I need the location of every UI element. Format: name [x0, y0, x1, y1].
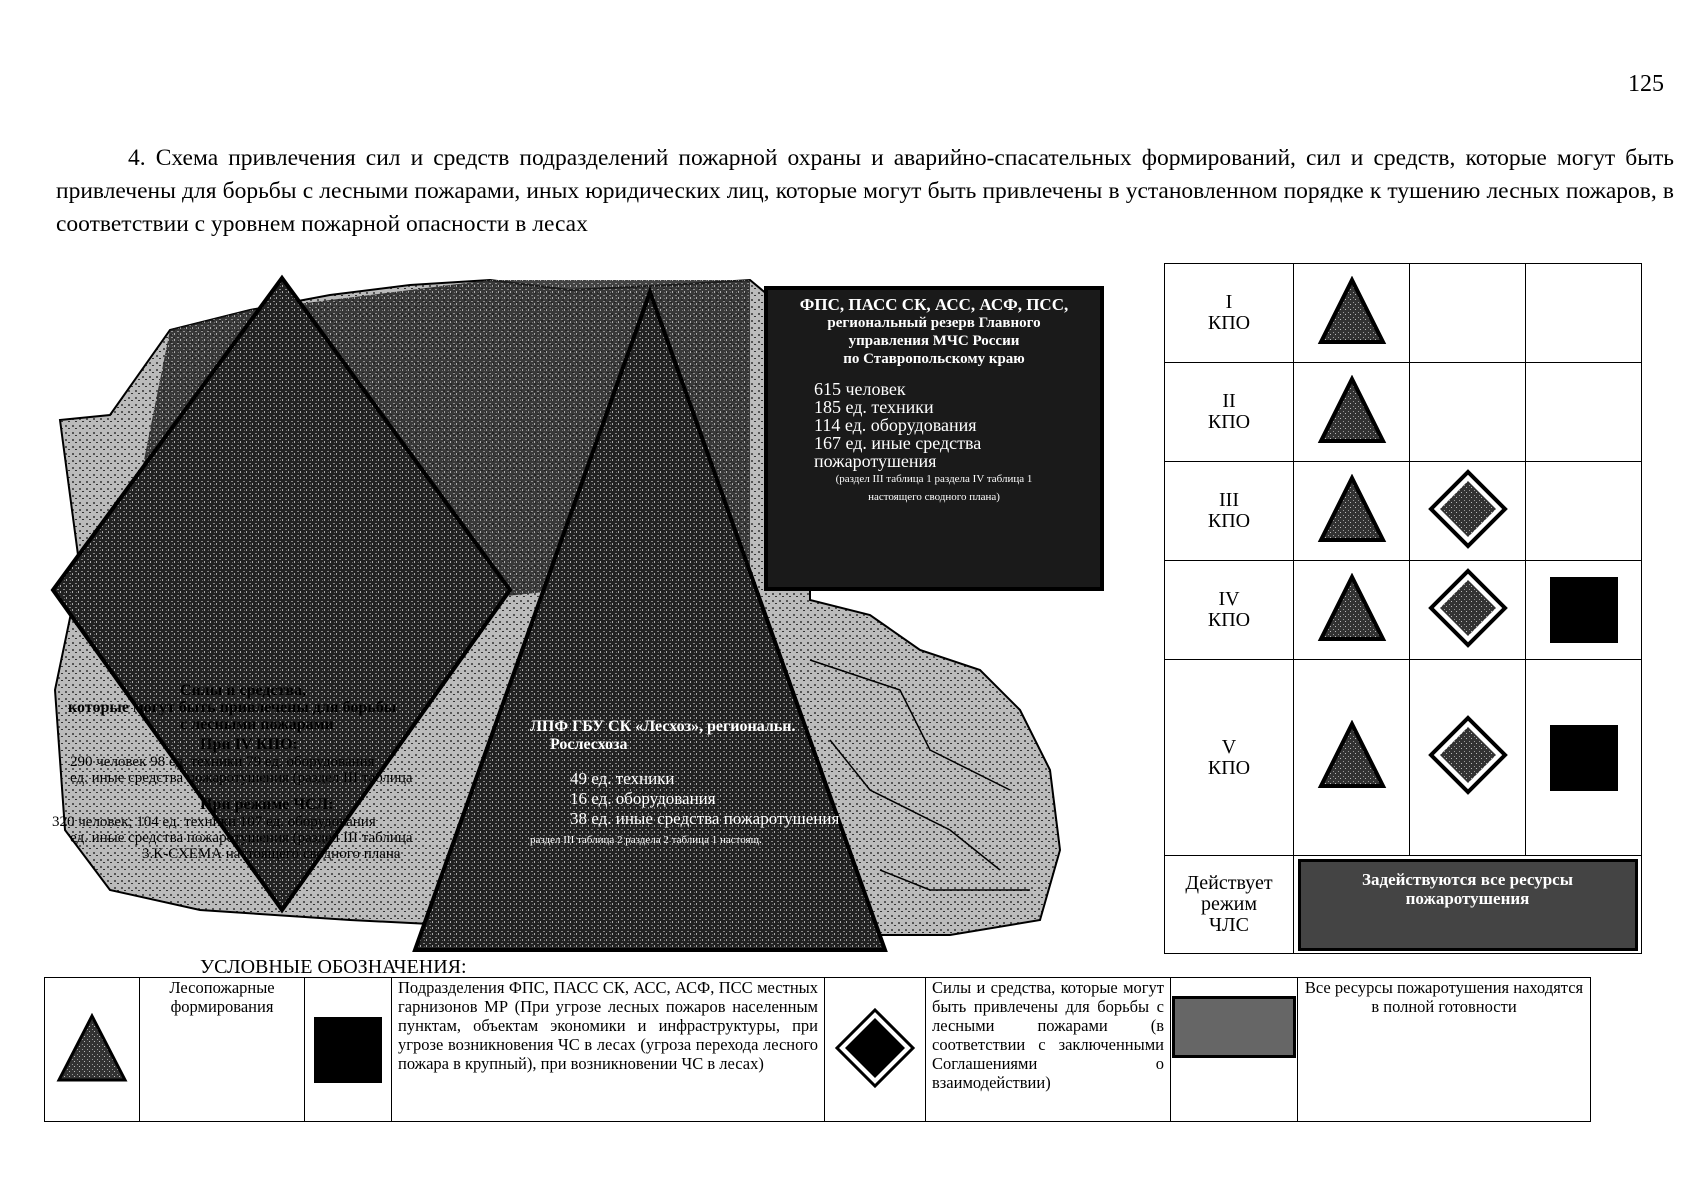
- legend-text-3: Силы и средства, которые могут быть привлечены для борьбы с лесными пожарами (в соответствии с заключенными Соглашениями о взаимодействии): [926, 978, 1171, 1122]
- hq-small-1: (раздел III таблица 1 раздела IV таблица 1: [835, 473, 1033, 485]
- kpo-level: I: [1225, 291, 1233, 313]
- hq-line-2: 185 ед. техники: [814, 397, 934, 417]
- square-icon: [1550, 725, 1618, 791]
- hq-sub-2: управления МЧС России: [848, 333, 1020, 349]
- grey-rect-icon: [1172, 996, 1296, 1058]
- left-chs-heading: При режиме ЧСЛ:: [200, 796, 334, 813]
- kpo-table: [1164, 263, 1642, 954]
- legend-triangle-cell: [45, 978, 140, 1122]
- left-chs-text-3: 3.К-СХЕМА настоящего сводного плана: [142, 846, 401, 862]
- square-icon: [1550, 577, 1618, 643]
- legend-text-1: Лесопожарные формирования: [140, 978, 305, 1122]
- chs-label-2: режим: [1200, 893, 1258, 915]
- left-title-2: которые могут быть привлечены для борьбы: [68, 699, 397, 716]
- square-icon: [314, 1017, 382, 1083]
- diamond-icon: [1428, 469, 1508, 549]
- kpo-abbr: КПО: [1207, 609, 1251, 631]
- diamond-icon: [834, 1007, 916, 1089]
- page-number: 125: [1628, 71, 1664, 97]
- chs-label-3: ЧЛС: [1209, 914, 1249, 936]
- kpo-level: V: [1221, 735, 1237, 758]
- kpo-abbr: КПО: [1207, 510, 1251, 532]
- kpo-level: III: [1219, 489, 1239, 511]
- hq-line-5: пожаротушения: [814, 451, 937, 471]
- legend-text-2: Подразделения ФПС, ПАСС СК, АСС, АСФ, ПСС местных гарнизонов МР (При угрозе лесных пожаров населенным пунктам, объектам экономики и инфраструктуры, при угрозе возникновения ЧС в лесах (угроза перехода лесного пожара в крупный), при возникновении ЧС в лесах): [392, 978, 825, 1122]
- diamond-icon: [1428, 715, 1508, 795]
- right-title: ЛПФ ГБУ СК «Лесхоз», региональн.: [530, 718, 796, 735]
- kpo-abbr: КПО: [1207, 756, 1251, 779]
- right-sub: Рослесхоза: [550, 736, 628, 753]
- all-resources-box: Задействуются все ресурсы пожаротушения: [1298, 859, 1638, 951]
- legend-square-cell: [305, 978, 392, 1122]
- triangle-icon: [1317, 276, 1387, 346]
- chs-label-1: Действует: [1185, 872, 1273, 894]
- page-heading: 4. Схема привлечения сил и средств подразделений пожарной охраны и аварийно-спасательных формирований, сил и средств, которые могут быть привлечены для борьбы с лесными пожарами, иных юридических лиц, которые могут быть привлечены в установленном порядке к тушению лесных пожаров, в соответствии с уровнем пожарной опасности в лесах: [56, 145, 1674, 237]
- legend-diamond-cell: [825, 978, 926, 1122]
- left-kpo-heading: При IV КПО:: [200, 736, 298, 753]
- kpo-row-1: [1165, 264, 1642, 363]
- triangle-icon: [1317, 720, 1387, 790]
- hq-sub-3: по Ставропольскому краю: [843, 351, 1025, 367]
- hq-line-1: 615 человек: [814, 379, 906, 399]
- legend-grey-rect-cell: [1171, 978, 1298, 1122]
- hq-line-3: 114 ед. оборудования: [814, 415, 977, 435]
- kpo-row-2: [1165, 363, 1642, 462]
- right-line-2: 16 ед. оборудования: [570, 789, 716, 808]
- kpo-level: IV: [1218, 588, 1240, 610]
- right-line-4: раздел III таблица 2 раздела 2 таблица 1 настоящ.: [530, 834, 762, 846]
- right-line-3: 38 ед. иные средства пожаротушения: [570, 809, 840, 828]
- left-title-3: с лесными пожарами: [180, 716, 334, 733]
- triangle-icon: [56, 1013, 128, 1083]
- kpo-row-4: [1165, 561, 1642, 660]
- triangle-icon: [1317, 474, 1387, 544]
- left-title-1: Силы и средства,: [180, 682, 307, 699]
- triangle-icon: [1317, 573, 1387, 643]
- kpo-row-5: [1165, 660, 1642, 856]
- triangle-icon: [1317, 375, 1387, 445]
- hq-line-4: 167 ед. иные средства: [814, 433, 982, 453]
- kpo-row-3: [1165, 462, 1642, 561]
- left-kpo-text-1: 290 человек 98 ед. техники 79 ед. оборудования: [70, 754, 375, 770]
- kpo-row-chs: [1165, 856, 1642, 954]
- left-chs-text-2: ед. иные средства пожаротушения (раздел III таблица: [70, 830, 413, 846]
- legend-text-4: Все ресурсы пожаротушения находятся в полной готовности: [1298, 978, 1591, 1122]
- diamond-icon: [1428, 568, 1508, 648]
- legend-table: [44, 977, 1591, 1122]
- hq-small-2: настоящего сводного плана): [868, 491, 1000, 503]
- right-line-1: 49 ед. техники: [570, 769, 675, 788]
- hq-title: ФПС, ПАСС СК, АСС, АСФ, ПСС,: [799, 295, 1069, 314]
- legend-title: УСЛОВНЫЕ ОБОЗНАЧЕНИЯ:: [200, 956, 467, 978]
- hq-resources-box: [764, 286, 1104, 591]
- kpo-tri-cell: [1294, 264, 1410, 363]
- kpo-level: II: [1222, 390, 1236, 412]
- left-chs-text-1: 320 человек; 104 ед. техники 107 ед. оборудования: [52, 814, 376, 830]
- kpo-abbr: КПО: [1207, 411, 1251, 433]
- kpo-abbr: КПО: [1207, 312, 1251, 334]
- hq-sub-1: региональный резерв Главного: [827, 315, 1041, 331]
- left-kpo-text-2: ед. иные средства пожаротушения (раздел III таблица: [70, 770, 413, 786]
